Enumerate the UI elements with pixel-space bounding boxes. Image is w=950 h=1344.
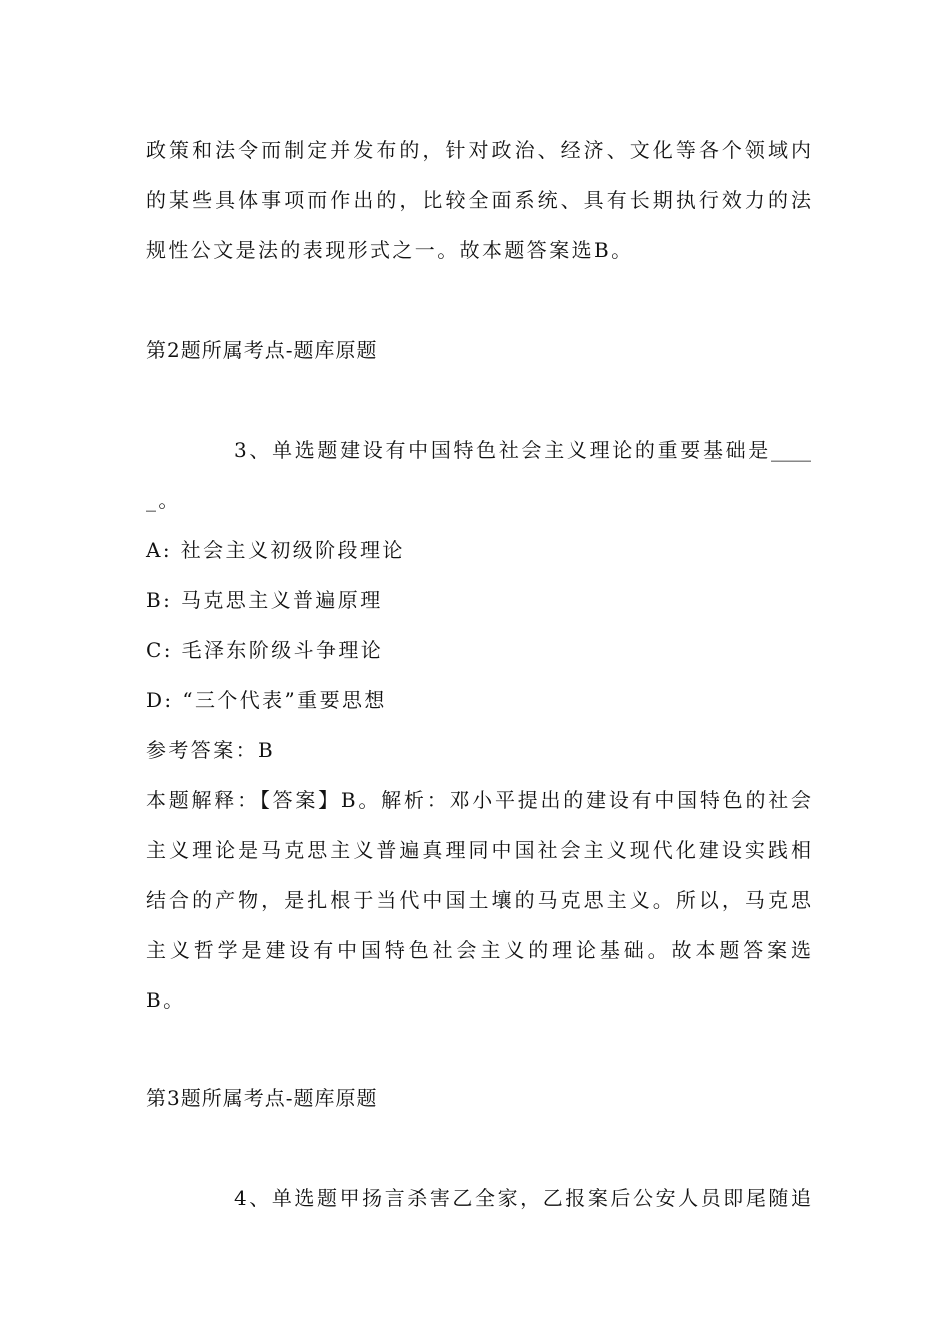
paragraph-line: 规性公文是法的表现形式之一。故本题答案选B。 [146, 238, 634, 262]
reference-answer: 参考答案：B [146, 738, 276, 762]
topic-heading: 第2题所属考点-题库原题 [146, 338, 378, 362]
option-b: B: 马克思主义普遍原理 [146, 588, 383, 612]
explanation-line: 本题解释：【答案】B。解析：邓小平提出的建设有中国特色的社会 [146, 788, 811, 812]
question-stem: 3、单选题建设有中国特色社会主义理论的重要基础是____ [234, 438, 811, 462]
option-a: A: 社会主义初级阶段理论 [146, 538, 405, 562]
question-stem: 4、单选题甲扬言杀害乙全家，乙报案后公安人员即尾随追 [234, 1186, 811, 1210]
paragraph-line: 政策和法令而制定并发布的，针对政治、经济、文化等各个领域内 [146, 138, 811, 162]
option-d: D: “三个代表”重要思想 [146, 688, 387, 712]
option-c: C: 毛泽东阶级斗争理论 [146, 638, 384, 662]
topic-heading: 第3题所属考点-题库原题 [146, 1086, 378, 1110]
explanation-line: B。 [146, 988, 186, 1012]
paragraph-line: 的某些具体事项而作出的，比较全面系统、具有长期执行效力的法 [146, 188, 811, 212]
question-stem-continuation: _。 [146, 488, 181, 512]
explanation-line: 主义哲学是建设有中国特色社会主义的理论基础。故本题答案选 [146, 938, 811, 962]
explanation-line: 结合的产物，是扎根于当代中国土壤的马克思主义。所以，马克思 [146, 888, 811, 912]
explanation-line: 主义理论是马克思主义普遍真理同中国社会主义现代化建设实践相 [146, 838, 811, 862]
